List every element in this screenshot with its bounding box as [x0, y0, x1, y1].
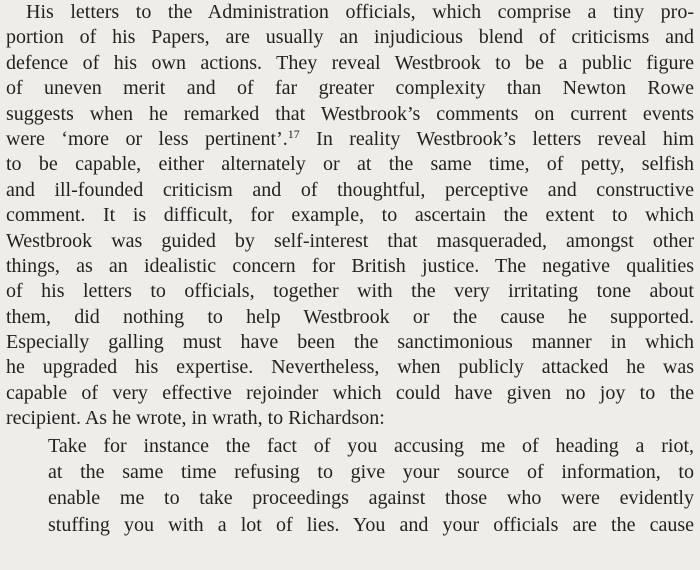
paragraph-line-3: defence of his own actions. They reveal Westbrook to be a public figure [6, 51, 694, 74]
paragraph-line-11: things, as an idealistic concern for British justice. The negative qualities [6, 254, 694, 277]
paragraph-line-17: recipient. As he wrote, in wrath, to Richardson: [6, 407, 385, 430]
paragraph-line-12: of his letters to officials, together with the very irritating tone about [6, 280, 694, 303]
quote-line-3: enable me to take proceedings against those who were evidently [48, 487, 694, 510]
paragraph-line-15: he upgraded his expertise. Nevertheless, when publicly attacked he was [6, 356, 694, 379]
paragraph-line-6-end: In reality Westbrook’s letters reveal him [316, 127, 695, 150]
quote-line-1: Take for instance the fact of you accusing me of heading a riot, [48, 435, 694, 457]
paragraph-line-2: portion of his Papers, are usually an injudicious blend of criticisms and [6, 26, 694, 49]
footnote-marker: 17 [287, 126, 300, 141]
paragraph-line-1: His letters to the Administration officials, which comprise a tiny pro- [26, 1, 694, 23]
quote-line-4: stuffing you with a lot of lies. You and your officials are the cause [48, 513, 694, 536]
paragraph-line-13: them, did nothing to help Westbrook or the cause he supported. [6, 305, 694, 328]
paragraph-line-6 [6, 127, 694, 152]
paragraph-line-16: capable of very effective rejoinder which could have given no joy to the [6, 381, 694, 404]
paragraph-line-7: to be capable, either alternately or at the same time, of petty, selfish [6, 153, 694, 176]
paragraph-line-4: of uneven merit and of far greater complexity than Newton Rowe [6, 77, 694, 100]
paragraph-line-6-start: were ‘more or less pertinent’. [6, 127, 288, 150]
paragraph-line-10: Westbrook was guided by self-interest that masqueraded, amongst other [6, 229, 694, 252]
paragraph-line-14: Especially galling must have been the sanctimonious manner in which [6, 331, 694, 354]
quote-line-2: at the same time refusing to give your source of information, to [48, 461, 694, 484]
paragraph-line-5: suggests when he remarked that Westbrook’s comments on current events [6, 102, 694, 125]
body-paragraph [6, 0, 694, 432]
block-quote [48, 433, 694, 538]
paragraph-line-9: comment. It is difficult, for example, to ascertain the extent to which [6, 204, 694, 227]
paragraph-line-8: and ill-founded criticism and of thoughtful, perceptive and constructive [6, 178, 694, 201]
